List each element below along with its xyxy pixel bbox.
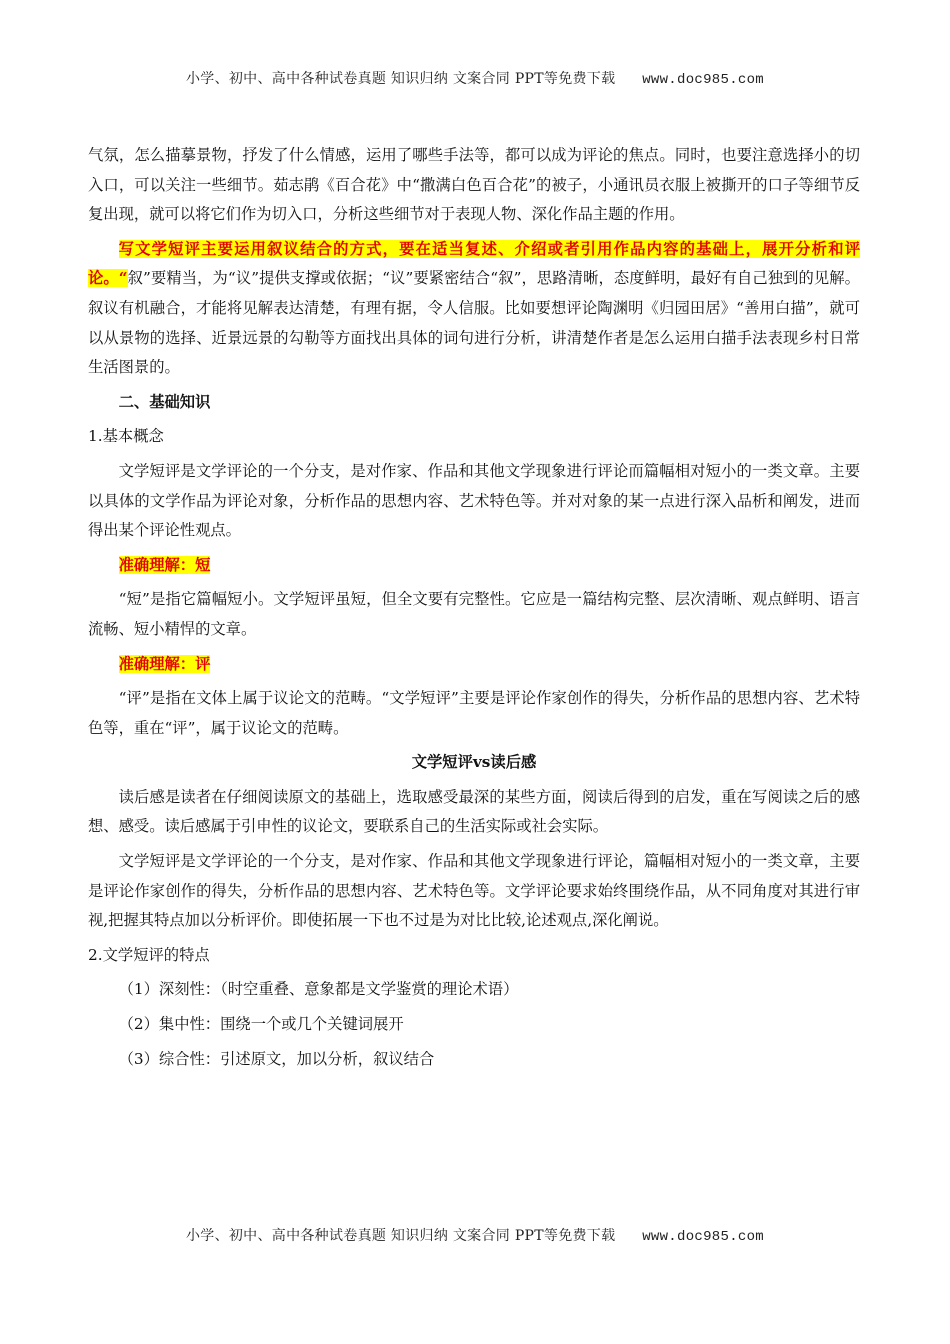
paragraph-2 [88,235,860,383]
paragraph-1: 气氛，怎么描摹景物，抒发了什么情感，运用了哪些手法等，都可以成为评论的焦点。同时，也要注意选择小的切入口，可以关注一些细节。茹志鹃《百合花》中“撒满白色百合花”的被子，小通讯员衣服上被撕开的口子等细节反复出现，就可以将它们作为切入口，分析这些细节对于表现人物、深化作品主题的作用。 [88,146,860,224]
paragraph-7: 文学短评是文学评论的一个分支，是对作家、作品和其他文学现象进行评论，篇幅相对短小的一类文章，主要是评论作家创作的得失，分析作品的思想内容、艺术特色等。文学评论要求始终围绕作品，从不同角度对其进行审视,把握其特点加以分析评价。即使拓展一下也不过是为对比比较,论述观点,深化阐说。 [88,852,860,930]
article-body [88,141,860,1079]
paragraph-5: “评”是指在文体上属于议论文的范畴。“文学短评”主要是评论作家创作的得失，分析作品的思想内容、艺术特色等，重在“评”，属于议论文的范畴。 [88,689,860,737]
feature-item-3: （3）综合性：引述原文，加以分析，叙议结合 [118,1049,435,1068]
paragraph-6: 读后感是读者在仔细阅读原文的基础上，选取感受最深的某些方面，阅读后得到的启发，重在写阅读之后的感想、感受。读后感属于引申性的议论文，要联系自己的生活实际或社会实际。 [88,787,860,836]
paragraph-2-rest: 叙”要精当，为“议”提供支撑或依据；“议”要紧密结合“叙”，思路清晰，态度鲜明，最好有自己独到的见解。叙议有机融合，才能将见解表达清楚，有理有据，令人信服。比如要想评论陶渊明《归园田居》“善用白描”，就可以从景物的选择、近景远景的勾勒等方面找出具体的词句进行分析，讲清楚作者是怎么运用白描手法表现乡村日常生活图景的。 [88,269,860,377]
feature-item-1: （1）深刻性：（时空重叠、意象都是文学鉴赏的理论术语） [118,980,519,999]
header-text: 小学、初中、高中各种试卷真题 知识归纳 文案合同 PPT等免费下载 [185,71,616,87]
paragraph-4: “短”是指它篇幅短小。文学短评虽短，但全文要有完整性。它应是一篇结构完整、层次清晰、观点鲜明、语言流畅、短小精悍的文章。 [88,590,860,638]
subheading-basic-concept: 1.基本概念 [88,427,164,446]
section-heading-2: 二、基础知识 [118,392,211,411]
highlight-label-short [88,551,860,581]
highlight-ping: 准确理解：评 [118,654,211,673]
footer-text: 小学、初中、高中各种试卷真题 知识归纳 文案合同 PPT等免费下载 [185,1228,616,1244]
feature-item-2: （2）集中性：围绕一个或几个关键词展开 [118,1015,404,1034]
paragraph-3: 文学短评是文学评论的一个分支，是对作家、作品和其他文学现象进行评论而篇幅相对短小的一类文章。主要以具体的文学作品为评论对象，分析作品的思想内容、艺术特色等。并对对象的某一点进行深入品析和阐发，进而得出某个评论性观点。 [88,461,860,540]
page-header [0,68,950,88]
highlight-label-ping [88,650,860,680]
highlight-sentence: 写文学短评主要运用叙议结合的方式，要在适当复述、介绍或者引用作品内容的基础上，展开分析和评论。“ [88,239,860,288]
footer-url[interactable]: www.doc985.com [642,1229,765,1245]
page-footer [0,1225,950,1245]
subheading-features: 2.文学短评的特点 [88,945,210,964]
highlight-short: 准确理解：短 [118,555,211,574]
comparison-title: 文学短评vs读后感 [411,753,537,772]
header-url[interactable]: www.doc985.com [642,72,765,88]
